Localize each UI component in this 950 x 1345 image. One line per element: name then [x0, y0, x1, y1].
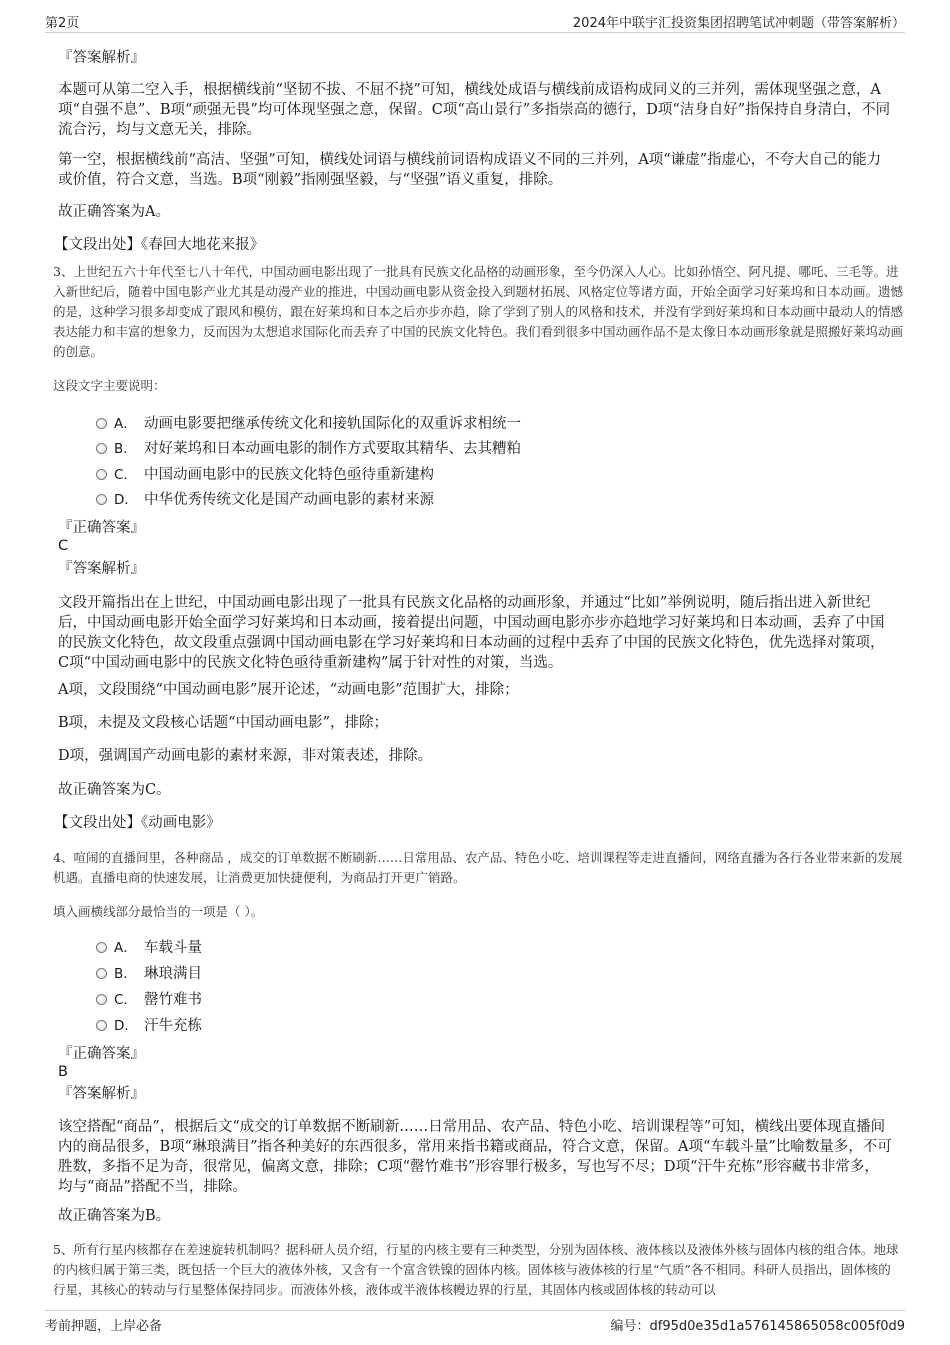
document-title: 2024年中联宇汇投资集团招聘笔试冲刺题（带答案解析） [572, 16, 905, 31]
radio-icon[interactable] [96, 443, 107, 454]
footer-slogan: 考前押题，上岸必备 [45, 1319, 163, 1334]
q4-answer: B [58, 1064, 68, 1080]
page-header [45, 10, 905, 33]
q3-option-d[interactable]: D． 中华优秀传统文化是国产动画电影的素材来源 [96, 490, 434, 510]
q4-option-d[interactable]: D． 汗牛充栋 [96, 1016, 202, 1036]
radio-icon[interactable] [96, 418, 107, 429]
radio-icon[interactable] [96, 469, 107, 480]
q4-answer-label: 『正确答案』 [58, 1046, 145, 1062]
q3-answer: C [58, 538, 69, 554]
q3-conclusion: 故正确答案为C。 [58, 782, 171, 798]
document-code: 编号：df95d0e35d1a576145865058c005f0d9 [610, 1319, 905, 1334]
q2-source: 【文段出处】《春回大地花来报》 [54, 237, 265, 253]
q4-question: 填入画横线部分最恰当的一项是（ ）。 [53, 904, 264, 919]
radio-icon[interactable] [96, 494, 107, 505]
q4-option-c[interactable]: C． 罄竹难书 [96, 990, 202, 1010]
q4-analysis-para-1: 该空搭配“商品”，根据后文“成交的订单数据不断刷新……日常用品、农产品、特色小吃、培训课程等”可知，横线出要体现直播间内的商品很多，B项“琳琅满目”指各种美好的东西很多，常用来指书籍或商品，符合文意，保留。A项“车载斗量”比喻数量多，不可胜数，多指不足为奇，很常见，偏离文意，排除；C项“罄竹难书”形容罪行极多，写也写不尽；D项“汗牛充栋”形容藏书非常多，均与“商品”搭配不当，排除。 [58, 1119, 892, 1195]
q4-analysis-label: 『答案解析』 [58, 1086, 145, 1102]
page-footer [45, 1310, 905, 1335]
q3-analysis-label: 『答案解析』 [58, 561, 145, 577]
q2-analysis-label: 『答案解析』 [58, 50, 145, 66]
q3-source: 【文段出处】《动画电影》 [54, 815, 221, 831]
q4-option-b[interactable]: B． 琳琅满目 [96, 964, 202, 984]
radio-icon[interactable] [96, 968, 107, 979]
q3-question: 这段文字主要说明： [53, 378, 166, 393]
q4-option-a[interactable]: A． 车载斗量 [96, 938, 202, 958]
radio-icon[interactable] [96, 1020, 107, 1031]
q3-option-b[interactable]: B． 对好莱坞和日本动画电影的制作方式要取其精华、去其糟粕 [96, 439, 521, 459]
radio-icon[interactable] [96, 942, 107, 953]
q4-stem: 4、喧闹的直播间里，各种商品 ，成交的订单数据不断刷新……日常用品、农产品、特色小吃、培训课程等走进直播间，网络直播为各行各业带来新的发展机遇。直播电商的快速发展，让消费更加快捷便利，为商品打开更广销路。 [53, 850, 903, 885]
q2-analysis-para-1: 本题可从第二空入手，根据横线前“坚韧不拔、不屈不挠”可知，横线处成语与横线前成语构成同义的三并列，需体现坚强之意，A项“自强不息”、B项“顽强无畏”均可体现坚强之意，保留。C项“高山景行”多指崇高的德行，D项“洁身自好”指保持自身清白，不同流合污，均与文意无关，排除。 [58, 82, 891, 138]
q2-conclusion: 故正确答案为A。 [58, 204, 170, 220]
q5-stem: 5、所有行星内核都存在差速旋转机制吗？据科研人员介绍，行星的内核主要有三种类型，分别为固体核、液体核以及液体外核与固体内核的组合体。地球的内核归属于第三类，既包括一个巨大的液体外核，又含有一个富含铁镍的固体内核。固体核与液体核的行星“气质”各不相同。科研人员指出，固体核的行星，其核心的转动与行星整体保持同步。而液体外核，液体或半液体核幔边界的行星，其固体内核或固体核的转动可以 [53, 1242, 899, 1297]
q2-analysis-para-2: 第一空，根据横线前“高洁、坚强”可知，横线处词语与横线前词语构成语义不同的三并列，A项“谦虚”指虚心，不夸大自己的能力或价值，符合文意，当选。B项“刚毅”指刚强坚毅，与“坚强”语义重复，排除。 [58, 152, 882, 188]
q3-analysis-para-4: D项，强调国产动画电影的素材来源，非对策表述，排除。 [58, 748, 433, 764]
q3-stem: 3、上世纪五六十年代至七八十年代，中国动画电影出现了一批具有民族文化品格的动画形象，至今仍深入人心。比如孙悟空、阿凡提、哪吒、三毛等。进入新世纪后，随着中国电影产业尤其是动漫产业的推进，中国动画电影从资金投入到题材拓展、风格定位等诸方面，开始全面学习好莱坞和日本动画。遗憾的是，这种学习很多却变成了跟风和模仿，跟在好莱坞和日本之后亦步亦趋，除了学到了别人的风格和技术，并没有学到好莱坞和日本动画中最动人的情感表达能力和丰富的想象力，反而因为太想追求国际化而丢弃了中国的民族文化特色。我们看到很多中国动画作品不是太像日本动画形象就是照搬好莱坞动画的创意。 [53, 264, 904, 359]
q3-analysis-para-1: 文段开篇指出在上世纪，中国动画电影出现了一批具有民族文化品格的动画形象，并通过“比如”举例说明，随后指出进入新世纪后，中国动画电影开始全面学习好莱坞和日本动画，接着提出问题，中国动画电影亦步亦趋地学习好莱坞和日本动画，丢弃了中国的民族文化特色，故文段重点强调中国动画电影在学习好莱坞和日本动画的过程中丢弃了中国的民族文化特色，优先选择对策项，C项“中国动画电影中的民族文化特色亟待重新建构”属于针对性的对策，当选。 [58, 595, 885, 671]
radio-icon[interactable] [96, 994, 107, 1005]
q3-answer-label: 『正确答案』 [58, 520, 145, 536]
q4-conclusion: 故正确答案为B。 [58, 1208, 171, 1224]
q3-option-c[interactable]: C． 中国动画电影中的民族文化特色亟待重新建构 [96, 465, 434, 485]
page-number: 第2页 [45, 16, 80, 31]
q3-analysis-para-2: A项，文段围绕“中国动画电影”展开论述，“动画电影”范围扩大，排除； [58, 682, 519, 698]
q3-option-a[interactable]: A． 动画电影要把继承传统文化和接轨国际化的双重诉求相统一 [96, 414, 521, 434]
q3-analysis-para-3: B项，未提及文段核心话题“中国动画电影”，排除； [58, 715, 388, 731]
